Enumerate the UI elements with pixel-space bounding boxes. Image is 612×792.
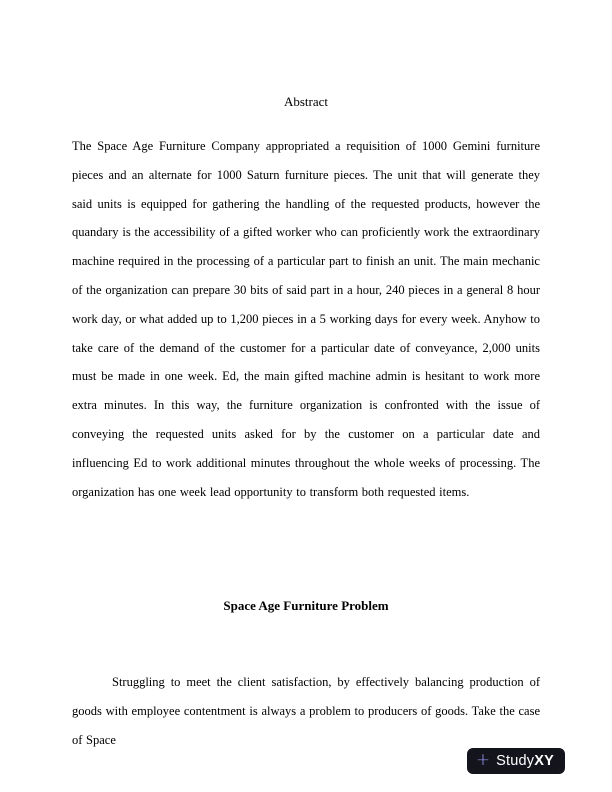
studyxy-logo-badge	[467, 748, 565, 774]
abstract-paragraph: The Space Age Furniture Company appropriated a requisition of 1000 Gemini furniture pieces and an alternate for 1000 Saturn furniture pieces. The unit that will generate they said units is equipped for gathering the handling of the requested products, however the quandary is the accessibility of a gifted worker who can proficiently work the extraordinary machine required in the processing of a particular part to finish an unit. The main mechanic of the organization can prepare 30 bits of said part in a hour, 240 pieces in a general 8 hour work day, or what added up to 1,200 pieces in a 5 working days for every week. Anyhow to take care of the demand of the customer for a particular date of conveyance, 2,000 units must be made in one week. Ed, the main gifted machine admin is hesitant to work more extra minutes. In this way, the furniture organization is confronted with the issue of conveying the requested units asked for by the customer on a particular date and influencing Ed to work additional minutes throughout the whole weeks of processing. The organization has one week lead opportunity to transform both requested items.	[72, 139, 540, 499]
brand-xy-text: XY	[534, 752, 554, 769]
abstract-heading: Abstract	[283, 94, 329, 109]
plus-icon: +	[475, 749, 491, 770]
brand-study-text: Study	[496, 752, 535, 769]
section-heading: Space Age Furniture Problem	[223, 598, 389, 614]
brand-wordmark	[496, 754, 554, 769]
body-paragraph: Struggling to meet the client satisfaction, by effectively balancing production of goods with employee contentment is always a problem to producers of goods. Take the case of Space	[72, 675, 540, 747]
